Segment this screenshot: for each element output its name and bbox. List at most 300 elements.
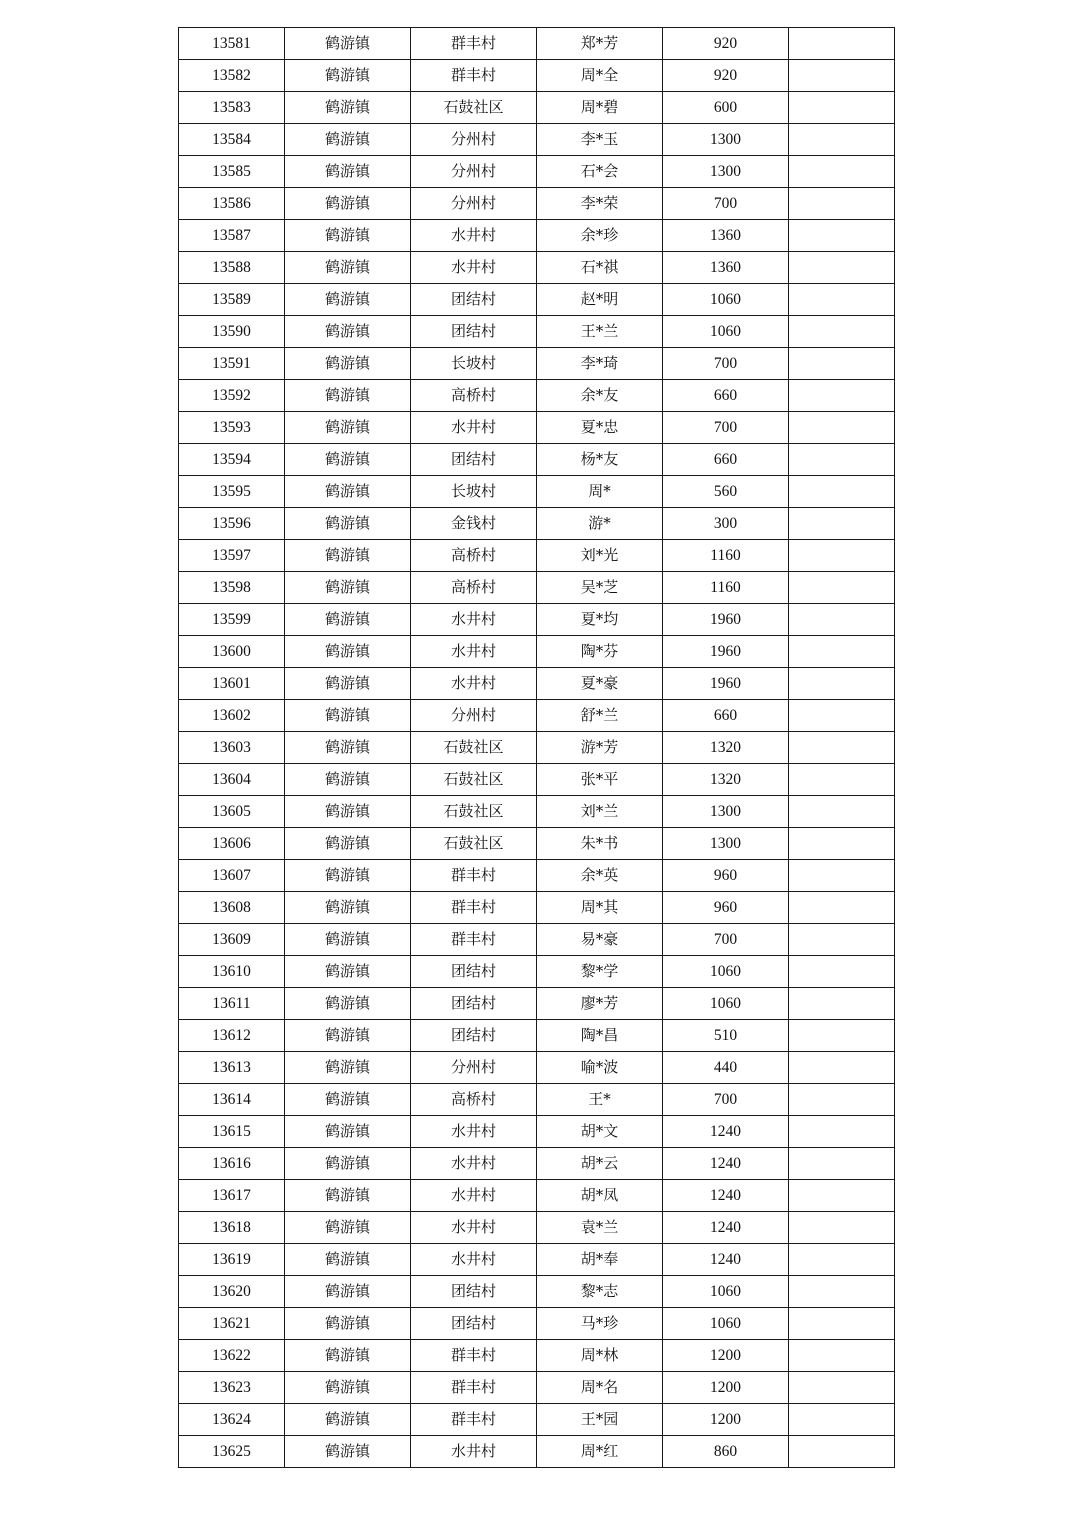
data-table [178,27,895,1468]
town-cell: 鹤游镇 [285,28,411,60]
village-cell: 群丰村 [411,1340,537,1372]
amount-cell: 1200 [663,1404,789,1436]
village-cell: 水井村 [411,636,537,668]
amount-cell: 1320 [663,732,789,764]
town-cell: 鹤游镇 [285,252,411,284]
town-cell: 鹤游镇 [285,764,411,796]
amount-cell: 1240 [663,1116,789,1148]
amount-cell: 1060 [663,316,789,348]
town-cell: 鹤游镇 [285,668,411,700]
village-cell: 水井村 [411,1116,537,1148]
name-cell: 陶*芬 [537,636,663,668]
name-cell: 周*碧 [537,92,663,124]
name-cell: 李*荣 [537,188,663,220]
serial-number-cell: 13594 [179,444,285,476]
amount-cell: 660 [663,380,789,412]
amount-cell: 1240 [663,1180,789,1212]
name-cell: 赵*明 [537,284,663,316]
serial-number-cell: 13610 [179,956,285,988]
town-cell: 鹤游镇 [285,796,411,828]
serial-number-cell: 13585 [179,156,285,188]
amount-cell: 1360 [663,252,789,284]
remarks-cell [789,732,895,764]
serial-number-cell: 13618 [179,1212,285,1244]
serial-number-cell: 13589 [179,284,285,316]
amount-cell: 1960 [663,604,789,636]
town-cell: 鹤游镇 [285,540,411,572]
remarks-cell [789,828,895,860]
name-cell: 周* [537,476,663,508]
amount-cell: 1200 [663,1340,789,1372]
table-row [179,956,895,988]
village-cell: 群丰村 [411,1404,537,1436]
name-cell: 夏*豪 [537,668,663,700]
remarks-cell [789,1212,895,1244]
table-row [179,732,895,764]
amount-cell: 920 [663,60,789,92]
name-cell: 王* [537,1084,663,1116]
serial-number-cell: 13606 [179,828,285,860]
name-cell: 胡*奉 [537,1244,663,1276]
name-cell: 夏*忠 [537,412,663,444]
amount-cell: 510 [663,1020,789,1052]
name-cell: 吴*芝 [537,572,663,604]
name-cell: 郑*芳 [537,28,663,60]
town-cell: 鹤游镇 [285,380,411,412]
amount-cell: 1060 [663,988,789,1020]
table-row [179,1276,895,1308]
name-cell: 余*英 [537,860,663,892]
table-row [179,636,895,668]
name-cell: 周*全 [537,60,663,92]
table-row [179,1020,895,1052]
table-row [179,60,895,92]
remarks-cell [789,1340,895,1372]
table-row [179,252,895,284]
serial-number-cell: 13600 [179,636,285,668]
village-cell: 石鼓社区 [411,764,537,796]
village-cell: 分州村 [411,124,537,156]
serial-number-cell: 13605 [179,796,285,828]
name-cell: 黎*志 [537,1276,663,1308]
remarks-cell [789,508,895,540]
village-cell: 水井村 [411,1148,537,1180]
town-cell: 鹤游镇 [285,1148,411,1180]
table-row [179,1148,895,1180]
village-cell: 水井村 [411,1244,537,1276]
name-cell: 袁*兰 [537,1212,663,1244]
amount-cell: 1300 [663,796,789,828]
serial-number-cell: 13583 [179,92,285,124]
remarks-cell [789,156,895,188]
village-cell: 群丰村 [411,924,537,956]
table-row [179,1436,895,1468]
table-row [179,1180,895,1212]
serial-number-cell: 13614 [179,1084,285,1116]
amount-cell: 960 [663,892,789,924]
remarks-cell [789,1276,895,1308]
town-cell: 鹤游镇 [285,860,411,892]
name-cell: 周*红 [537,1436,663,1468]
serial-number-cell: 13596 [179,508,285,540]
serial-number-cell: 13590 [179,316,285,348]
amount-cell: 1360 [663,220,789,252]
serial-number-cell: 13619 [179,1244,285,1276]
amount-cell: 560 [663,476,789,508]
name-cell: 刘*光 [537,540,663,572]
village-cell: 水井村 [411,604,537,636]
remarks-cell [789,604,895,636]
amount-cell: 700 [663,412,789,444]
village-cell: 分州村 [411,1052,537,1084]
town-cell: 鹤游镇 [285,188,411,220]
table-row [179,668,895,700]
village-cell: 石鼓社区 [411,796,537,828]
remarks-cell [789,1244,895,1276]
table-row [179,476,895,508]
name-cell: 刘*兰 [537,796,663,828]
amount-cell: 700 [663,188,789,220]
table-row [179,604,895,636]
amount-cell: 960 [663,860,789,892]
serial-number-cell: 13622 [179,1340,285,1372]
town-cell: 鹤游镇 [285,1052,411,1084]
village-cell: 水井村 [411,412,537,444]
table-row [179,892,895,924]
town-cell: 鹤游镇 [285,476,411,508]
table-row [179,412,895,444]
table-row [179,1340,895,1372]
table-row [179,348,895,380]
table-row [179,1404,895,1436]
remarks-cell [789,92,895,124]
amount-cell: 1300 [663,124,789,156]
amount-cell: 700 [663,348,789,380]
village-cell: 石鼓社区 [411,828,537,860]
name-cell: 廖*芳 [537,988,663,1020]
remarks-cell [789,892,895,924]
remarks-cell [789,28,895,60]
remarks-cell [789,220,895,252]
serial-number-cell: 13582 [179,60,285,92]
town-cell: 鹤游镇 [285,1020,411,1052]
remarks-cell [789,1020,895,1052]
name-cell: 李*玉 [537,124,663,156]
village-cell: 群丰村 [411,860,537,892]
village-cell: 石鼓社区 [411,732,537,764]
town-cell: 鹤游镇 [285,892,411,924]
town-cell: 鹤游镇 [285,988,411,1020]
serial-number-cell: 13624 [179,1404,285,1436]
village-cell: 高桥村 [411,1084,537,1116]
remarks-cell [789,988,895,1020]
name-cell: 陶*昌 [537,1020,663,1052]
table-row [179,700,895,732]
table-row [179,380,895,412]
town-cell: 鹤游镇 [285,1436,411,1468]
serial-number-cell: 13617 [179,1180,285,1212]
serial-number-cell: 13591 [179,348,285,380]
serial-number-cell: 13615 [179,1116,285,1148]
serial-number-cell: 13611 [179,988,285,1020]
remarks-cell [789,380,895,412]
name-cell: 余*珍 [537,220,663,252]
table-row [179,796,895,828]
name-cell: 夏*均 [537,604,663,636]
name-cell: 李*琦 [537,348,663,380]
serial-number-cell: 13599 [179,604,285,636]
table-body [179,28,895,1468]
serial-number-cell: 13581 [179,28,285,60]
serial-number-cell: 13620 [179,1276,285,1308]
town-cell: 鹤游镇 [285,316,411,348]
remarks-cell [789,1052,895,1084]
serial-number-cell: 13623 [179,1372,285,1404]
town-cell: 鹤游镇 [285,732,411,764]
village-cell: 分州村 [411,156,537,188]
town-cell: 鹤游镇 [285,1340,411,1372]
village-cell: 团结村 [411,1308,537,1340]
amount-cell: 920 [663,28,789,60]
village-cell: 金钱村 [411,508,537,540]
table-row [179,1308,895,1340]
amount-cell: 660 [663,700,789,732]
name-cell: 石*会 [537,156,663,188]
table-row [179,1244,895,1276]
serial-number-cell: 13598 [179,572,285,604]
table-row [179,156,895,188]
town-cell: 鹤游镇 [285,604,411,636]
name-cell: 喻*波 [537,1052,663,1084]
village-cell: 水井村 [411,1180,537,1212]
village-cell: 分州村 [411,188,537,220]
village-cell: 水井村 [411,220,537,252]
name-cell: 易*豪 [537,924,663,956]
serial-number-cell: 13612 [179,1020,285,1052]
remarks-cell [789,348,895,380]
town-cell: 鹤游镇 [285,348,411,380]
amount-cell: 700 [663,1084,789,1116]
town-cell: 鹤游镇 [285,124,411,156]
serial-number-cell: 13597 [179,540,285,572]
amount-cell: 1200 [663,1372,789,1404]
remarks-cell [789,924,895,956]
table-row [179,1052,895,1084]
table-row [179,1116,895,1148]
village-cell: 团结村 [411,1276,537,1308]
name-cell: 杨*友 [537,444,663,476]
remarks-cell [789,60,895,92]
serial-number-cell: 13604 [179,764,285,796]
serial-number-cell: 13603 [179,732,285,764]
table-row [179,444,895,476]
town-cell: 鹤游镇 [285,284,411,316]
village-cell: 高桥村 [411,572,537,604]
serial-number-cell: 13608 [179,892,285,924]
amount-cell: 1960 [663,636,789,668]
town-cell: 鹤游镇 [285,444,411,476]
table-row [179,988,895,1020]
town-cell: 鹤游镇 [285,60,411,92]
remarks-cell [789,284,895,316]
table-row [179,1212,895,1244]
amount-cell: 440 [663,1052,789,1084]
amount-cell: 1060 [663,1276,789,1308]
serial-number-cell: 13586 [179,188,285,220]
village-cell: 团结村 [411,316,537,348]
table-row [179,1084,895,1116]
town-cell: 鹤游镇 [285,828,411,860]
remarks-cell [789,1116,895,1148]
village-cell: 团结村 [411,1020,537,1052]
name-cell: 胡*凤 [537,1180,663,1212]
village-cell: 高桥村 [411,540,537,572]
remarks-cell [789,636,895,668]
serial-number-cell: 13601 [179,668,285,700]
name-cell: 余*友 [537,380,663,412]
remarks-cell [789,1372,895,1404]
remarks-cell [789,860,895,892]
amount-cell: 600 [663,92,789,124]
town-cell: 鹤游镇 [285,220,411,252]
amount-cell: 1320 [663,764,789,796]
amount-cell: 1160 [663,540,789,572]
table-row [179,764,895,796]
table-row [179,316,895,348]
table-row [179,220,895,252]
serial-number-cell: 13625 [179,1436,285,1468]
remarks-cell [789,316,895,348]
remarks-cell [789,956,895,988]
remarks-cell [789,1084,895,1116]
remarks-cell [789,476,895,508]
village-cell: 水井村 [411,668,537,700]
village-cell: 水井村 [411,252,537,284]
village-cell: 团结村 [411,284,537,316]
table-row [179,572,895,604]
town-cell: 鹤游镇 [285,572,411,604]
serial-number-cell: 13587 [179,220,285,252]
village-cell: 群丰村 [411,60,537,92]
village-cell: 长坡村 [411,348,537,380]
remarks-cell [789,540,895,572]
village-cell: 团结村 [411,444,537,476]
table-row [179,924,895,956]
serial-number-cell: 13607 [179,860,285,892]
serial-number-cell: 13592 [179,380,285,412]
name-cell: 黎*学 [537,956,663,988]
serial-number-cell: 13593 [179,412,285,444]
remarks-cell [789,252,895,284]
name-cell: 王*园 [537,1404,663,1436]
amount-cell: 700 [663,924,789,956]
town-cell: 鹤游镇 [285,1244,411,1276]
town-cell: 鹤游镇 [285,1212,411,1244]
town-cell: 鹤游镇 [285,508,411,540]
amount-cell: 1300 [663,156,789,188]
table-row [179,540,895,572]
table-row [179,188,895,220]
remarks-cell [789,1148,895,1180]
name-cell: 周*林 [537,1340,663,1372]
name-cell: 游*芳 [537,732,663,764]
remarks-cell [789,124,895,156]
serial-number-cell: 13621 [179,1308,285,1340]
town-cell: 鹤游镇 [285,156,411,188]
name-cell: 张*平 [537,764,663,796]
name-cell: 游* [537,508,663,540]
amount-cell: 1160 [663,572,789,604]
table-row [179,92,895,124]
table-row [179,828,895,860]
remarks-cell [789,764,895,796]
town-cell: 鹤游镇 [285,1308,411,1340]
remarks-cell [789,1180,895,1212]
amount-cell: 1960 [663,668,789,700]
village-cell: 石鼓社区 [411,92,537,124]
amount-cell: 1060 [663,284,789,316]
town-cell: 鹤游镇 [285,1276,411,1308]
town-cell: 鹤游镇 [285,636,411,668]
amount-cell: 860 [663,1436,789,1468]
remarks-cell [789,700,895,732]
amount-cell: 1060 [663,956,789,988]
amount-cell: 1240 [663,1212,789,1244]
serial-number-cell: 13616 [179,1148,285,1180]
serial-number-cell: 13609 [179,924,285,956]
town-cell: 鹤游镇 [285,924,411,956]
remarks-cell [789,1308,895,1340]
town-cell: 鹤游镇 [285,1404,411,1436]
town-cell: 鹤游镇 [285,412,411,444]
name-cell: 周*其 [537,892,663,924]
village-cell: 分州村 [411,700,537,732]
name-cell: 马*珍 [537,1308,663,1340]
name-cell: 胡*云 [537,1148,663,1180]
serial-number-cell: 13595 [179,476,285,508]
table-row [179,860,895,892]
village-cell: 群丰村 [411,892,537,924]
village-cell: 团结村 [411,956,537,988]
village-cell: 团结村 [411,988,537,1020]
town-cell: 鹤游镇 [285,1180,411,1212]
amount-cell: 1060 [663,1308,789,1340]
serial-number-cell: 13584 [179,124,285,156]
amount-cell: 300 [663,508,789,540]
remarks-cell [789,1436,895,1468]
village-cell: 水井村 [411,1212,537,1244]
serial-number-cell: 13588 [179,252,285,284]
town-cell: 鹤游镇 [285,1116,411,1148]
town-cell: 鹤游镇 [285,1084,411,1116]
amount-cell: 1300 [663,828,789,860]
name-cell: 舒*兰 [537,700,663,732]
village-cell: 高桥村 [411,380,537,412]
village-cell: 群丰村 [411,1372,537,1404]
table-row [179,1372,895,1404]
table-row [179,508,895,540]
serial-number-cell: 13613 [179,1052,285,1084]
town-cell: 鹤游镇 [285,956,411,988]
village-cell: 水井村 [411,1436,537,1468]
remarks-cell [789,412,895,444]
name-cell: 王*兰 [537,316,663,348]
name-cell: 石*祺 [537,252,663,284]
town-cell: 鹤游镇 [285,92,411,124]
amount-cell: 660 [663,444,789,476]
table-row [179,124,895,156]
remarks-cell [789,668,895,700]
